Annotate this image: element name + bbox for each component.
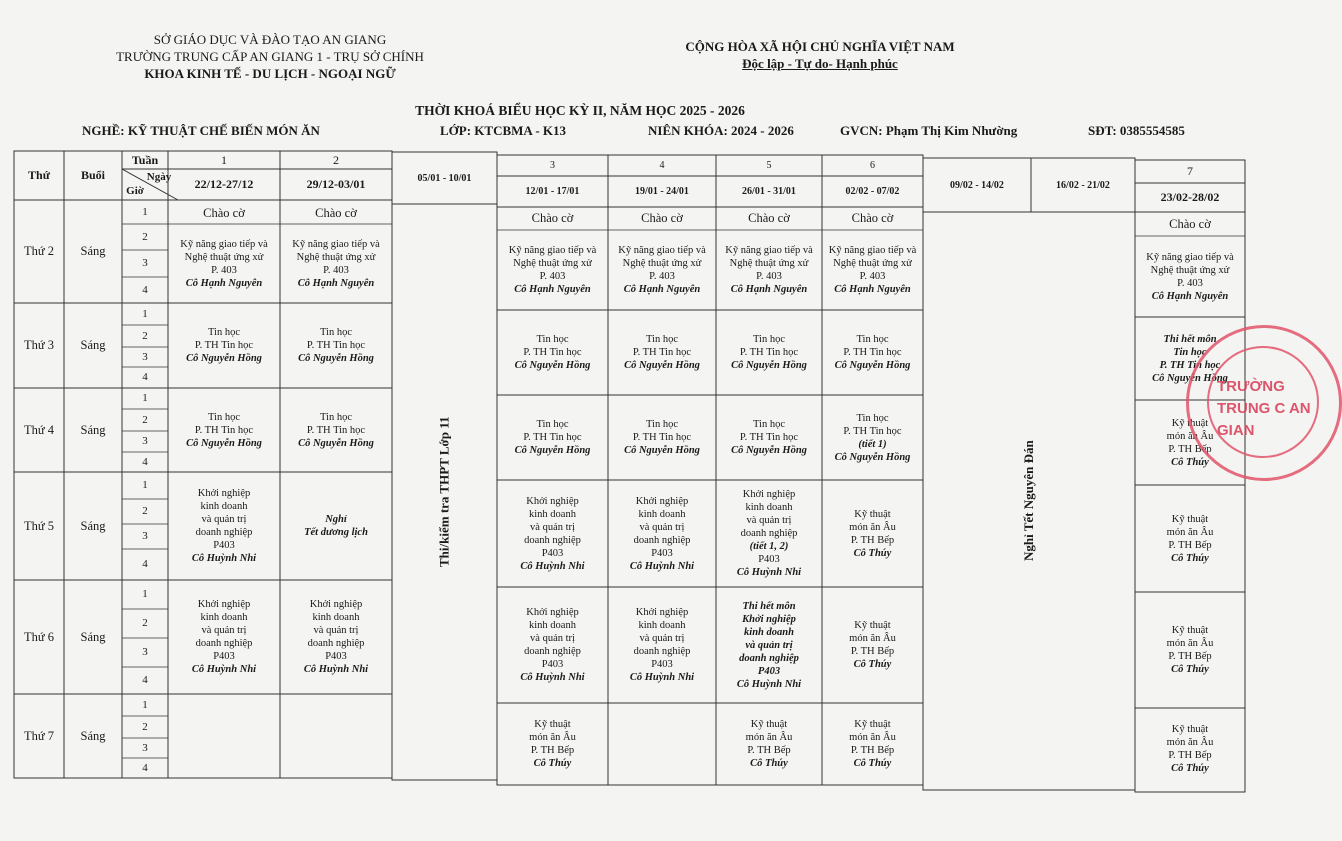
week-6-number: 6 bbox=[870, 160, 875, 171]
class-session bbox=[608, 310, 716, 395]
week-tet-2-dates: 16/02 - 21/02 bbox=[1056, 179, 1110, 191]
period-number: 1 bbox=[142, 698, 148, 711]
teacher-name: Cô Nguyễn Hồng bbox=[731, 445, 807, 456]
day-label: Thứ 4 bbox=[23, 422, 55, 437]
class-session bbox=[716, 395, 822, 480]
class-session bbox=[822, 230, 923, 310]
subject-text: Kỹ năng giao tiếp và Nghệ thuật ứng xử P. 403 bbox=[180, 238, 268, 276]
subject-text: Khởi nghiệp kinh doanh và quản trị doanh nghiệp bbox=[740, 489, 798, 539]
subject-text: Kỹ thuật món ăn Âu P. TH Bếp bbox=[1166, 625, 1214, 662]
header-thu: Thứ bbox=[28, 168, 50, 182]
subject-text: Thi hết môn Tin học P. TH Tin học bbox=[1159, 333, 1221, 371]
teacher-name: Cô Huỳnh Nhi bbox=[629, 560, 695, 572]
teacher-name: Cô Nguyễn Hồng bbox=[624, 445, 700, 456]
period-number: 3 bbox=[142, 257, 148, 269]
teacher-name: Cô Nguyễn Hồng bbox=[186, 437, 262, 449]
class-session bbox=[716, 587, 822, 703]
class-session bbox=[280, 388, 392, 472]
teacher-name: Cô Thúy bbox=[1171, 763, 1209, 774]
subject-text: Tin học P. TH Tin học bbox=[632, 334, 692, 358]
teacher-name: Cô Thúy bbox=[853, 758, 892, 769]
subject-text: Kỹ thuật món ăn Âu P. TH Bếp bbox=[849, 719, 896, 756]
teacher-name: Cô Huỳnh Nhi bbox=[520, 560, 585, 572]
flag-ceremony: Chào cờ bbox=[1169, 216, 1211, 231]
week-6-dates: 02/02 - 07/02 bbox=[845, 186, 900, 197]
class-session bbox=[608, 480, 716, 587]
teacher-name: Cô Hạnh Nguyên bbox=[514, 284, 591, 295]
period-number: 1 bbox=[142, 307, 148, 320]
teacher-name: Cô Nguyễn Hồng bbox=[731, 360, 807, 371]
subject-text: Khởi nghiệp kinh doanh và quản trị doanh nghiệp P403 bbox=[524, 607, 581, 670]
subject-text: Tin học P. TH Tin học bbox=[632, 419, 692, 443]
day-label: Thứ 2 bbox=[23, 244, 55, 258]
flag-ceremony: Chào cờ bbox=[641, 211, 683, 225]
subject-text: Nghỉ Tết dương lịch bbox=[304, 514, 368, 538]
week-5-number: 5 bbox=[766, 160, 772, 171]
teacher-name: Cô Nguyễn Hồng bbox=[834, 451, 911, 463]
teacher-name: Cô Huỳnh Nhi bbox=[303, 664, 369, 675]
subject-text: Kỹ thuật món ăn Âu P. TH Bếp bbox=[745, 719, 793, 756]
week-exam-dates: 05/01 - 10/01 bbox=[417, 172, 472, 184]
teacher-name: Cô Thúy bbox=[750, 758, 788, 769]
class-session bbox=[497, 310, 608, 395]
room-text: P403 bbox=[758, 554, 780, 565]
national-title: CỘNG HÒA XÃ HỘI CHỦ NGHĨA VIỆT NAM bbox=[685, 39, 955, 54]
class-session bbox=[822, 703, 923, 785]
national-motto: Độc lập - Tự do- Hạnh phúc bbox=[742, 56, 898, 71]
subject-text: Thi hết môn Khởi nghiệp kinh doanh và quản trị doanh nghiệp P403 bbox=[739, 600, 799, 677]
class-session bbox=[716, 703, 822, 785]
class-session bbox=[822, 310, 923, 395]
day-label: Thứ 5 bbox=[23, 518, 55, 533]
teacher-name: Cô Hạnh Nguyên bbox=[1151, 290, 1229, 302]
subject-text: Kỹ thuật món ăn Âu P. TH Bếp bbox=[529, 719, 576, 756]
week-2-dates: 29/12-03/01 bbox=[306, 177, 366, 191]
teacher-name: Cô Hạnh Nguyên bbox=[730, 284, 808, 295]
school-stamp bbox=[1186, 325, 1342, 481]
flag-ceremony: Chào cờ bbox=[203, 205, 245, 220]
teacher-name: Cô Hạnh Nguyên bbox=[297, 277, 375, 289]
subject-text: Tin học P. TH Tin học bbox=[739, 334, 799, 358]
period-number: 4 bbox=[142, 674, 148, 686]
class-session bbox=[716, 480, 822, 587]
subject-text: Kỹ thuật món ăn Âu P. TH Bếp bbox=[849, 620, 896, 657]
class-session bbox=[168, 224, 280, 303]
subject-text: Kỹ năng giao tiếp và Nghệ thuật ứng xử P. 403 bbox=[292, 238, 380, 276]
department-name: SỞ GIÁO DỤC VÀ ĐÀO TẠO AN GIANG bbox=[153, 32, 387, 47]
teacher-name: Cô Huỳnh Nhi bbox=[520, 672, 585, 683]
teacher-name: Cô Huỳnh Nhi bbox=[629, 672, 695, 683]
week-3-dates: 12/01 - 17/01 bbox=[525, 186, 580, 197]
class-session bbox=[608, 587, 716, 703]
class-session bbox=[168, 472, 280, 580]
class-session bbox=[168, 388, 280, 472]
subject-text: Kỹ thuật món ăn Âu P. TH Bếp bbox=[1166, 417, 1214, 455]
school-name: TRƯỜNG TRUNG CẤP AN GIANG 1 - TRỤ SỞ CHÍNH bbox=[116, 49, 424, 64]
teacher-name: Cô Hạnh Nguyên bbox=[623, 284, 701, 295]
teacher-name: Cô Hạnh Nguyên bbox=[185, 277, 263, 289]
class-session bbox=[1135, 592, 1245, 708]
class-session bbox=[497, 480, 608, 587]
subject-text: Tin học P. TH Tin học bbox=[194, 411, 254, 436]
teacher-name: Cô Huỳnh Nhi bbox=[191, 553, 257, 564]
header-tuan: Tuần bbox=[131, 152, 159, 167]
period-number: 1 bbox=[142, 392, 148, 404]
period-number: 4 bbox=[142, 558, 148, 570]
day-label: Thứ 3 bbox=[23, 338, 55, 352]
subject-text: Tin học P. TH Tin học bbox=[843, 412, 902, 437]
subject-text: Tin học P. TH Tin học bbox=[306, 411, 366, 436]
program-name: NGHỀ: KỸ THUẬT CHẾ BIẾN MÓN ĂN bbox=[82, 123, 320, 138]
class-session bbox=[1135, 708, 1245, 790]
subject-text: Tin học P. TH Tin học bbox=[843, 334, 902, 358]
flag-ceremony: Chào cờ bbox=[748, 211, 790, 225]
teacher-name: Cô Huỳnh Nhi bbox=[736, 678, 802, 690]
session-label: Sáng bbox=[80, 244, 106, 258]
subject-text: Khởi nghiệp kinh doanh và quản trị doanh nghiệp P403 bbox=[307, 599, 365, 662]
subject-text: Kỹ năng giao tiếp và Nghệ thuật ứng xử P. 403 bbox=[508, 245, 597, 282]
subject-text: Kỹ thuật món ăn Âu P. TH Bếp bbox=[1166, 513, 1214, 551]
session-label: Sáng bbox=[80, 338, 106, 352]
subject-text: Tin học P. TH Tin học bbox=[739, 419, 799, 443]
subject-text: Kỹ năng giao tiếp và Nghệ thuật ứng xử P. 403 bbox=[1146, 251, 1234, 289]
period-number: 4 bbox=[142, 371, 148, 383]
homeroom-teacher: GVCN: Phạm Thị Kim Nhường bbox=[840, 123, 1018, 138]
teacher-name: Cô Nguyễn Hồng bbox=[834, 360, 911, 371]
teacher-name: Cô Nguyễn Hồng bbox=[186, 353, 262, 364]
header-ngay: Ngày bbox=[146, 170, 172, 183]
subject-text: Khởi nghiệp kinh doanh và quản trị doanh nghiệp P403 bbox=[633, 607, 691, 670]
period-number: 3 bbox=[142, 646, 148, 658]
subject-text: Tin học P. TH Tin học bbox=[523, 334, 582, 358]
subject-text: Kỹ năng giao tiếp và Nghệ thuật ứng xử P. 403 bbox=[725, 245, 813, 282]
class-session bbox=[280, 580, 392, 694]
session-label: Sáng bbox=[80, 422, 106, 437]
subject-text: Kỹ thuật món ăn Âu P. TH Bếp bbox=[1166, 724, 1214, 761]
class-session bbox=[1135, 236, 1245, 317]
period-number: 3 bbox=[142, 741, 148, 754]
class-session bbox=[497, 587, 608, 703]
class-session bbox=[280, 224, 392, 303]
period-number: 1 bbox=[142, 205, 148, 218]
teacher-name: Cô Nguyễn Hồng bbox=[514, 360, 591, 371]
header-gio: Giờ bbox=[126, 184, 144, 197]
schedule-title: THỜI KHOÁ BIỂU HỌC KỲ II, NĂM HỌC 2025 - 2026 bbox=[415, 103, 745, 118]
teacher-name: Cô Huỳnh Nhi bbox=[736, 567, 802, 578]
flag-ceremony: Chào cờ bbox=[531, 211, 574, 225]
week-2-number: 2 bbox=[333, 152, 339, 167]
subject-text: Khởi nghiệp kinh doanh và quản trị doanh nghiệp P403 bbox=[633, 495, 691, 559]
teacher-name: Cô Nguyễn Hồng bbox=[624, 360, 700, 371]
subject-text: Tin học P. TH Tin học bbox=[306, 327, 366, 351]
week-1-dates: 22/12-27/12 bbox=[194, 177, 254, 191]
week-1-number: 1 bbox=[221, 152, 227, 167]
class-session bbox=[280, 303, 392, 388]
period-number: 1 bbox=[142, 588, 148, 600]
exam-week-label: Thi/kiểm tra THPT Lớp 11 bbox=[436, 416, 452, 568]
flag-ceremony: Chào cờ bbox=[851, 211, 894, 225]
class-session bbox=[822, 395, 923, 480]
period-number: 3 bbox=[142, 530, 148, 542]
teacher-name: Cô Thúy bbox=[533, 758, 572, 769]
subject-text: Kỹ năng giao tiếp và Nghệ thuật ứng xử P. 403 bbox=[828, 245, 917, 282]
class-session bbox=[608, 230, 716, 310]
week-7-dates: 23/02-28/02 bbox=[1160, 190, 1220, 204]
stamp-text: TRƯỜNG TRUNG C AN GIAN bbox=[1217, 378, 1311, 439]
teacher-name: Cô Nguyễn Hồng bbox=[514, 445, 591, 456]
class-session bbox=[168, 580, 280, 694]
teacher-name: Cô Thúy bbox=[853, 659, 892, 670]
period-note: (tiết 1, 2) bbox=[749, 541, 789, 552]
week-5-dates: 26/01 - 31/01 bbox=[742, 186, 796, 197]
period-note: (tiết 1) bbox=[858, 438, 887, 450]
week-4-number: 4 bbox=[659, 160, 665, 171]
period-number: 4 bbox=[142, 283, 148, 296]
teacher-name: Cô Nguyễn Hồng bbox=[298, 353, 374, 364]
teacher-name: Cô Thúy bbox=[853, 547, 892, 559]
subject-text: Tin học P. TH Tin học bbox=[194, 327, 254, 351]
class-session bbox=[280, 472, 392, 580]
teacher-name: Cô Thúy bbox=[1171, 456, 1209, 468]
teacher-name: Cô Nguyễn Hồng bbox=[298, 437, 374, 449]
tet-holiday-label: Nghỉ Tết Nguyên Đán bbox=[1021, 440, 1036, 562]
period-number: 4 bbox=[142, 761, 148, 774]
class-session bbox=[497, 703, 608, 785]
week-7-number: 7 bbox=[1187, 164, 1193, 178]
faculty-name: KHOA KINH TẾ - DU LỊCH - NGOẠI NGỮ bbox=[144, 66, 396, 81]
period-number: 2 bbox=[142, 720, 148, 733]
class-session bbox=[716, 230, 822, 310]
day-label: Thứ 7 bbox=[23, 728, 55, 743]
class-session bbox=[716, 310, 822, 395]
class-session bbox=[1135, 485, 1245, 592]
subject-text: Khởi nghiệp kinh doanh và quản trị doanh nghiệp P403 bbox=[524, 495, 581, 559]
period-number: 2 bbox=[142, 230, 148, 243]
phone-number: SĐT: 0385554585 bbox=[1088, 123, 1185, 138]
week-3-number: 3 bbox=[550, 160, 555, 171]
period-number: 2 bbox=[142, 505, 148, 517]
class-name: LỚP: KTCBMA - K13 bbox=[440, 123, 567, 138]
header-buoi: Buổi bbox=[80, 168, 105, 182]
session-label: Sáng bbox=[80, 518, 106, 533]
class-session bbox=[608, 395, 716, 480]
period-number: 2 bbox=[142, 617, 148, 629]
period-number: 2 bbox=[142, 329, 148, 342]
class-session bbox=[168, 303, 280, 388]
school-year: NIÊN KHÓA: 2024 - 2026 bbox=[648, 123, 794, 138]
period-number: 3 bbox=[142, 435, 148, 447]
subject-text: Khởi nghiệp kinh doanh và quản trị doanh nghiệp P403 bbox=[195, 599, 253, 662]
week-tet-1-dates: 09/02 - 14/02 bbox=[950, 179, 1004, 191]
class-session bbox=[822, 587, 923, 703]
session-label: Sáng bbox=[80, 629, 106, 644]
teacher-name: Cô Nguyễn Hồng bbox=[1152, 372, 1228, 384]
subject-text: Kỹ thuật món ăn Âu P. TH Bếp bbox=[849, 508, 896, 546]
class-session bbox=[822, 480, 923, 587]
class-session bbox=[497, 395, 608, 480]
subject-text: Kỹ năng giao tiếp và Nghệ thuật ứng xử P. 403 bbox=[618, 245, 706, 282]
teacher-name: Cô Huỳnh Nhi bbox=[191, 664, 257, 675]
period-number: 3 bbox=[142, 350, 148, 363]
session-label: Sáng bbox=[80, 728, 106, 743]
day-label: Thứ 6 bbox=[23, 629, 55, 644]
week-4-dates: 19/01 - 24/01 bbox=[635, 186, 689, 197]
period-number: 4 bbox=[142, 455, 148, 468]
class-session bbox=[497, 230, 608, 310]
teacher-name: Cô Thúy bbox=[1171, 552, 1209, 564]
subject-text: Khởi nghiệp kinh doanh và quản trị doanh nghiệp P403 bbox=[195, 488, 253, 551]
teacher-name: Cô Hạnh Nguyên bbox=[834, 284, 911, 295]
teacher-name: Cô Thúy bbox=[1171, 664, 1209, 675]
flag-ceremony: Chào cờ bbox=[315, 205, 357, 220]
period-number: 2 bbox=[142, 413, 148, 426]
subject-text: Tin học P. TH Tin học bbox=[523, 419, 582, 443]
period-number: 1 bbox=[142, 479, 148, 491]
